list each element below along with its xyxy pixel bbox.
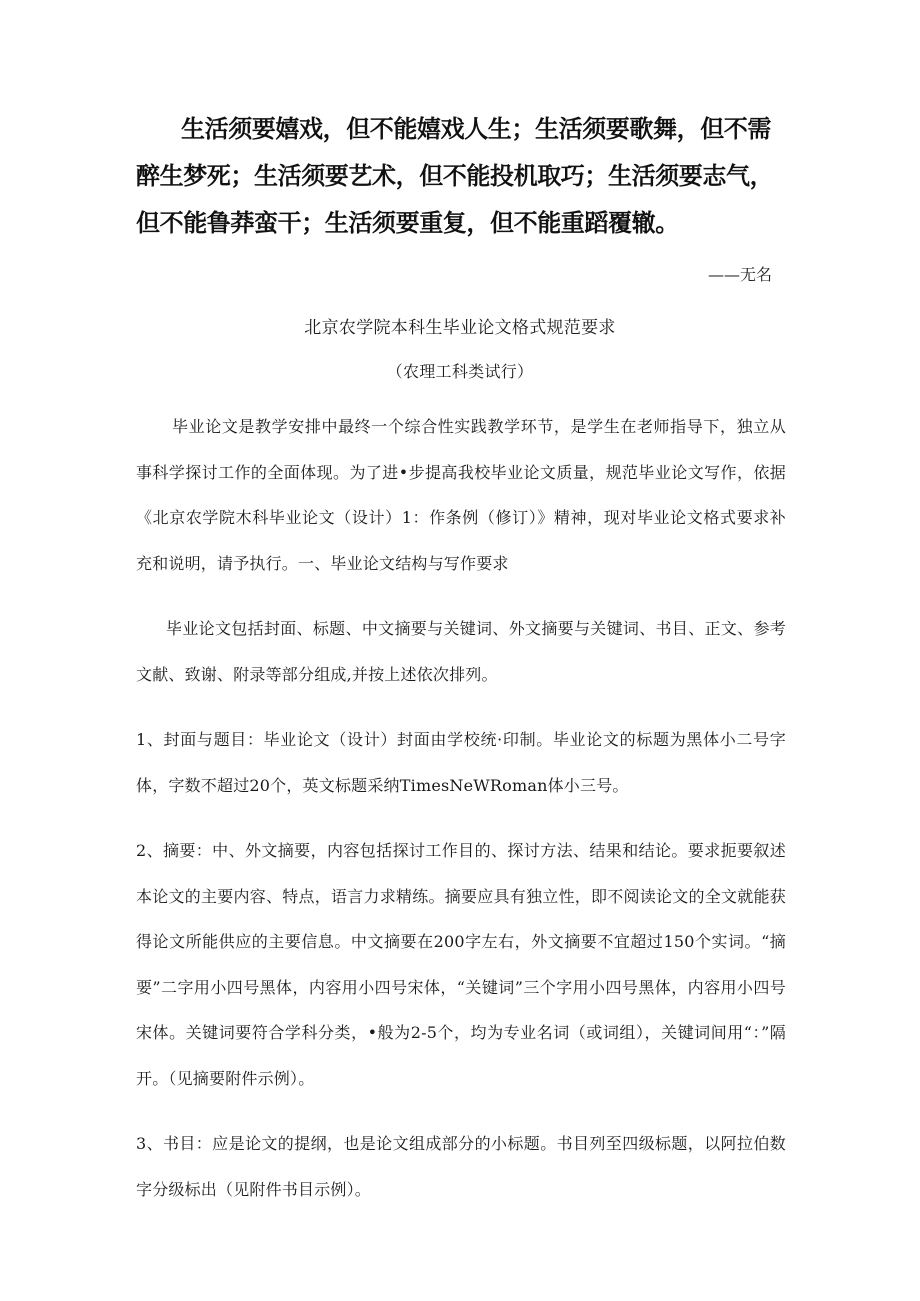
quote-author: ——无名 xyxy=(707,265,772,284)
document-title: 北京农学院本科生毕业论文格式规范要求 xyxy=(304,318,616,338)
paragraph-contents: 3、书目：应是论文的提纲，也是论文组成部分的小标题。书目列至四级标题，以阿拉伯数字分级标出（见附件书目示例）。 xyxy=(136,1134,786,1199)
document-subtitle: （农理工科类试行） xyxy=(386,362,534,381)
document-body xyxy=(136,404,786,1232)
paragraph-abstract: 2、摘要：中、外文摘要，内容包括探讨工作目的、探讨方法、结果和结论。要求扼要叙述本论文的主要内容、特点，语言力求精练。摘要应具有独立性，即不阅读论文的全文就能获得论文所能供应的主要信息。中文摘要在200字左右，外文摘要不宜超过150个实词。“摘要”二字用小四号黑体，内容用小四号宋体，“关键词”三个字用小四号黑体，内容用小四号宋体。关键词要符合学科分类，•般为2-5个，均为专业名词（或词组），关键词间用“：”隔开。（见摘要附件示例）。 xyxy=(136,841,786,1088)
paragraph-cover-title: 1、封面与题目：毕业论文（设计）封面由学校统·印制。毕业论文的标题为黑体小二号字体，字数不超过20个，英文标题采纳TimesNeWRoman体小三号。 xyxy=(136,730,786,795)
quote-text: 生活须要嬉戏，但不能嬉戏人生；生活须要歌舞，但不需醉生梦死；生活须要艺术，但不能投机取巧；生活须要志气，但不能鲁莽蛮干；生活须要重复，但不能重蹈覆辙。 xyxy=(136,115,774,237)
paragraph-structure: 毕业论文包括封面、标题、中文摘要与关键词、外文摘要与关键词、书目、正文、参考文献、致谢、附录等部分组成,并按上述依次排列。 xyxy=(136,619,786,684)
paragraph-intro: 毕业论文是教学安排中最终一个综合性实践教学环节，是学生在老师指导下，独立从事科学探讨工作的全面体现。为了进•步提高我校毕业论文质量，规范毕业论文写作，依据《北京农学院木科毕业论文（设计）1：作条例（修订）》精神，现对毕业论文格式要求补充和说明，请予执行。一、毕业论文结构与写作要求 xyxy=(136,417,786,573)
